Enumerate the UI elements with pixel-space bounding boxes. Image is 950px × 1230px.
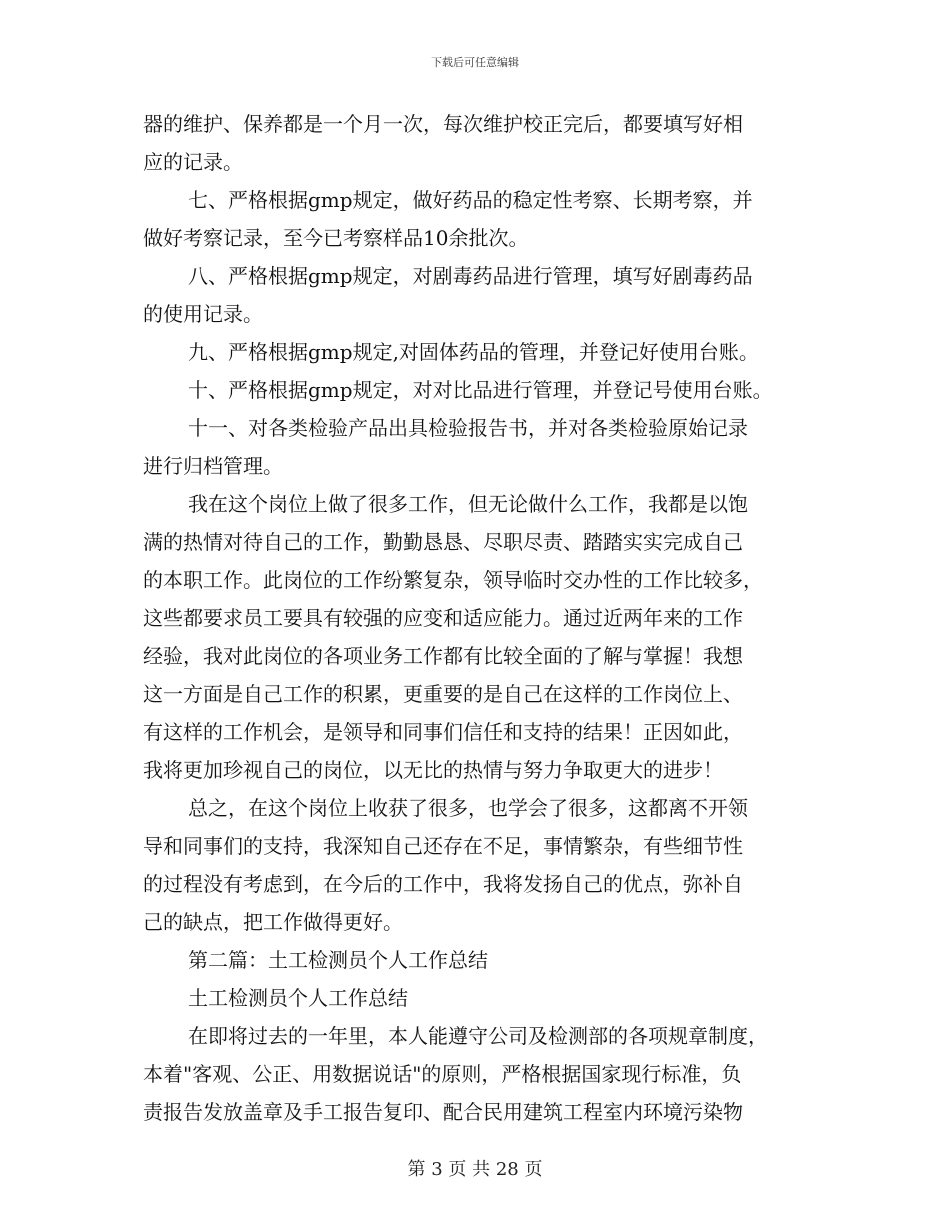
text-line: 的过程没有考虑到，在今后的工作中，我将发扬自己的优点，弥补自	[143, 872, 743, 896]
text-line: 导和同事们的支持，我深知自己还存在不足，事情繁杂，有些细节性	[143, 834, 743, 858]
text-line: 满的热情对待自己的工作，勤勤恳恳、尽职尽责、踏踏实实完成自己	[143, 530, 743, 554]
text-line: 己的缺点，把工作做得更好。	[143, 910, 403, 934]
text-line: 进行归档管理。	[143, 454, 283, 478]
text-line: 总之，在这个岗位上收获了很多，也学会了很多，这都离不开领	[188, 796, 748, 820]
text-line: 器的维护、保养都是一个月一次，每次维护校正完后，都要填写好相	[143, 112, 743, 136]
text-line: 七、严格根据gmp规定，做好药品的稳定性考察、长期考察，并	[188, 188, 753, 212]
text-line: 八、严格根据gmp规定，对剧毒药品进行管理，填写好剧毒药品	[188, 264, 753, 288]
text-line: 十一、对各类检验产品出具检验报告书，并对各类检验原始记录	[188, 416, 748, 440]
text-line: 的使用记录。	[143, 302, 263, 326]
text-line: 第二篇：土工检测员个人工作总结	[188, 948, 488, 972]
page-footer: 第 3 页 共 28 页	[407, 1159, 543, 1180]
text-line: 应的记录。	[143, 150, 243, 174]
text-line: 土工检测员个人工作总结	[188, 986, 408, 1010]
text-line: 我在这个岗位上做了很多工作，但无论做什么工作，我都是以饱	[188, 492, 748, 516]
page-header: 下载后可任意编辑	[431, 56, 519, 69]
text-line: 十、严格根据gmp规定，对对比品进行管理，并登记号使用台账。	[188, 378, 773, 402]
text-line: 的本职工作。此岗位的工作纷繁复杂，领导临时交办性的工作比较多，	[143, 568, 763, 592]
text-line: 责报告发放盖章及手工报告复印、配合民用建筑工程室内环境污染物	[143, 1100, 743, 1124]
text-line: 这些都要求员工要具有较强的应变和适应能力。通过近两年来的工作	[143, 606, 743, 630]
text-line: 在即将过去的一年里，本人能遵守公司及检测部的各项规章制度，	[188, 1024, 768, 1048]
text-line: 这一方面是自己工作的积累，更重要的是自己在这样的工作岗位上、	[143, 682, 743, 706]
text-line: 有这样的工作机会，是领导和同事们信任和支持的结果！正因如此，	[143, 720, 743, 744]
text-line: 我将更加珍视自己的岗位，以无比的热情与努力争取更大的进步！	[143, 758, 723, 782]
text-line: 经验，我对此岗位的各项业务工作都有比较全面的了解与掌握！我想	[143, 644, 743, 668]
document-body	[143, 105, 803, 1131]
text-line: 本着"客观、公正、用数据说话"的原则，严格根据国家现行标准，负	[143, 1062, 742, 1086]
text-line: 做好考察记录，至今已考察样品10余批次。	[143, 226, 529, 250]
text-line: 九、严格根据gmp规定,对固体药品的管理，并登记好使用台账。	[188, 340, 759, 364]
